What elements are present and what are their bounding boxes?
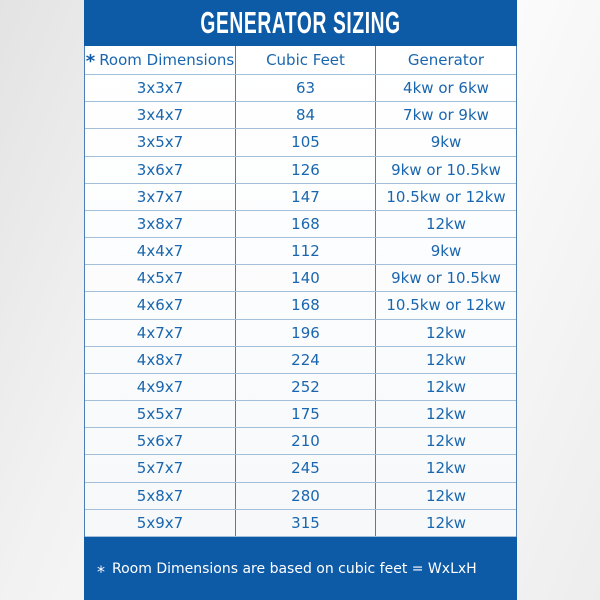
header-generator: Generator — [375, 46, 516, 74]
table-row — [85, 401, 516, 428]
cell-cubic-feet: 252 — [235, 374, 375, 400]
cell-cubic-feet: 112 — [235, 238, 375, 264]
table-row — [85, 428, 516, 455]
cell-generator: 12kw — [375, 320, 516, 346]
table-row — [85, 347, 516, 374]
table-row — [85, 75, 516, 102]
cell-generator: 12kw — [375, 374, 516, 400]
cell-cubic-feet: 147 — [235, 184, 375, 210]
generator-sizing-panel — [84, 0, 517, 600]
table-body — [85, 75, 516, 537]
footnote — [84, 537, 517, 600]
cell-generator: 9kw — [375, 238, 516, 264]
cell-room-dimensions: 5x7x7 — [136, 459, 184, 478]
cell-room-dimensions: 4x7x7 — [136, 323, 184, 342]
cell-cubic-feet: 84 — [235, 102, 375, 128]
cell-room-dimensions: 5x9x7 — [136, 513, 184, 532]
cell-room-dimensions: 4x4x7 — [136, 242, 184, 261]
cell-generator: 12kw — [375, 455, 516, 481]
table-row — [85, 374, 516, 401]
cell-generator: 10.5kw or 12kw — [375, 184, 516, 210]
cell-room-dimensions: 5x5x7 — [136, 405, 184, 424]
table-row — [85, 157, 516, 184]
table-row — [85, 102, 516, 129]
cell-generator: 9kw — [375, 129, 516, 155]
page-title: GENERATOR SIZING — [200, 5, 401, 40]
cell-room-dimensions: 5x8x7 — [136, 486, 184, 505]
cell-cubic-feet: 140 — [235, 265, 375, 291]
cell-generator: 12kw — [375, 428, 516, 454]
header-room-dimensions-label: Room Dimensions — [99, 51, 235, 69]
cell-cubic-feet: 245 — [235, 455, 375, 481]
cell-generator: 9kw or 10.5kw — [375, 157, 516, 183]
cell-cubic-feet: 168 — [235, 292, 375, 318]
cell-room-dimensions: 3x5x7 — [136, 133, 184, 152]
cell-cubic-feet: 315 — [235, 510, 375, 536]
cell-room-dimensions: 5x6x7 — [136, 432, 184, 451]
cell-room-dimensions: 4x9x7 — [136, 377, 184, 396]
cell-room-dimensions: 4x5x7 — [136, 269, 184, 288]
cell-room-dimensions: 3x3x7 — [136, 79, 184, 98]
cell-cubic-feet: 280 — [235, 483, 375, 509]
table-row — [85, 265, 516, 292]
table-row — [85, 455, 516, 482]
header-cubic-feet: Cubic Feet — [235, 46, 375, 74]
asterisk-mark: * — [85, 51, 96, 72]
table-row — [85, 292, 516, 319]
cell-generator: 12kw — [375, 510, 516, 536]
cell-room-dimensions: 3x7x7 — [136, 187, 184, 206]
sizing-table — [84, 46, 517, 537]
table-header-row — [85, 46, 516, 75]
table-row — [85, 320, 516, 347]
cell-room-dimensions: 4x8x7 — [136, 350, 184, 369]
footnote-text: Room Dimensions are based on cubic feet = WxLxH — [112, 560, 477, 577]
cell-generator: 9kw or 10.5kw — [375, 265, 516, 291]
cell-cubic-feet: 210 — [235, 428, 375, 454]
cell-generator: 12kw — [375, 401, 516, 427]
table-row — [85, 211, 516, 238]
table-row — [85, 129, 516, 156]
cell-generator: 4kw or 6kw — [375, 75, 516, 101]
cell-room-dimensions: 3x4x7 — [136, 106, 184, 125]
title-band — [84, 0, 517, 46]
table-row — [85, 510, 516, 537]
cell-room-dimensions: 4x6x7 — [136, 296, 184, 315]
cell-generator: 12kw — [375, 211, 516, 237]
cell-cubic-feet: 196 — [235, 320, 375, 346]
cell-cubic-feet: 126 — [235, 157, 375, 183]
cell-cubic-feet: 175 — [235, 401, 375, 427]
cell-room-dimensions: 3x8x7 — [136, 214, 184, 233]
cell-room-dimensions: 3x6x7 — [136, 160, 184, 179]
header-room-dimensions — [85, 46, 235, 74]
cell-cubic-feet: 224 — [235, 347, 375, 373]
asterisk-mark: * — [97, 562, 105, 581]
cell-cubic-feet: 105 — [235, 129, 375, 155]
table-row — [85, 184, 516, 211]
table-row — [85, 483, 516, 510]
cell-generator: 12kw — [375, 483, 516, 509]
cell-generator: 12kw — [375, 347, 516, 373]
cell-cubic-feet: 168 — [235, 211, 375, 237]
cell-generator: 7kw or 9kw — [375, 102, 516, 128]
table-row — [85, 238, 516, 265]
cell-generator: 10.5kw or 12kw — [375, 292, 516, 318]
cell-cubic-feet: 63 — [235, 75, 375, 101]
